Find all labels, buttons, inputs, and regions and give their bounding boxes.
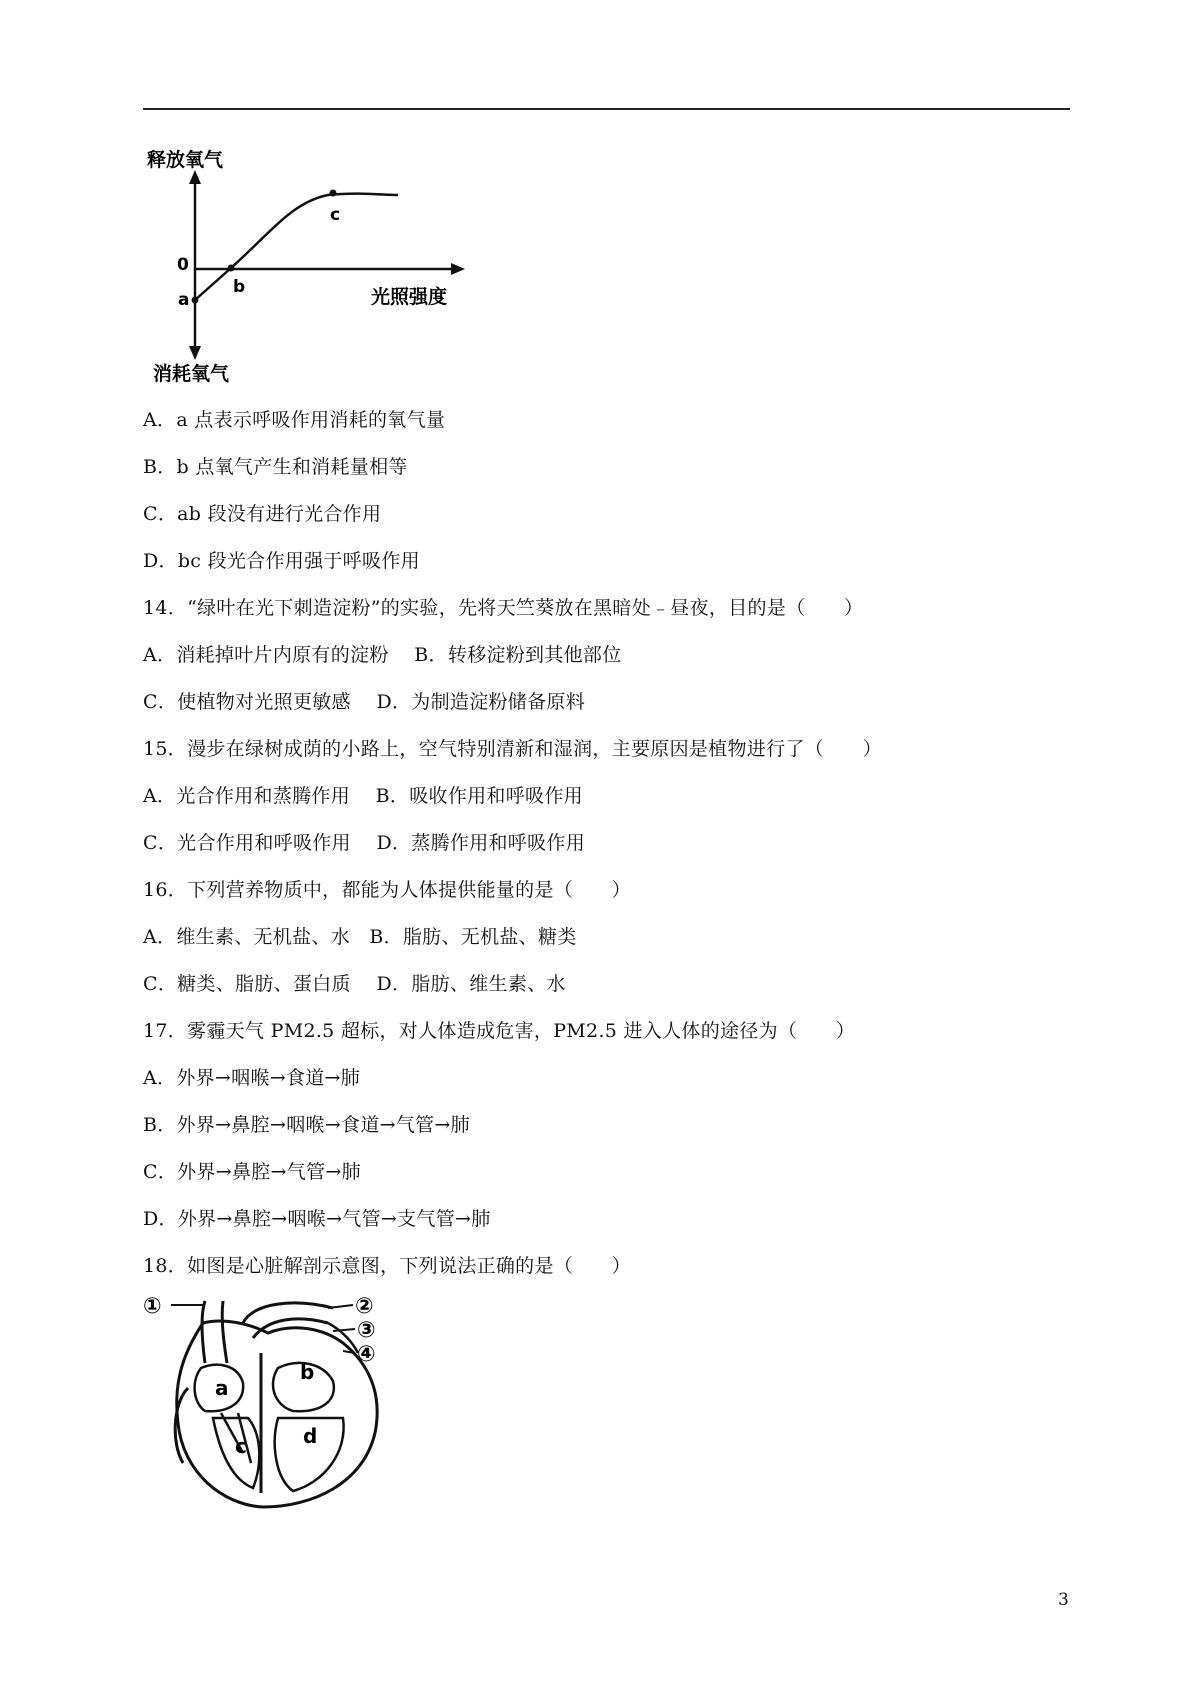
origin-label: 0	[177, 255, 189, 275]
y-top-label: 释放氧气	[147, 149, 224, 171]
question-18: 18．如图是心脏解剖示意图，下列说法正确的是（ ）	[143, 1255, 631, 1277]
chamber-c: c	[235, 1434, 247, 1458]
option-17a: A．外界→咽喉→食道→肺	[143, 1067, 361, 1089]
heart-label-1: ①	[143, 1294, 162, 1319]
oxygen-light-graph	[143, 140, 473, 385]
option-13b: B．b 点氧气产生和消耗量相等	[143, 456, 408, 478]
chamber-d: d	[303, 1424, 318, 1448]
option-17c: C．外界→鼻腔→气管→肺	[143, 1161, 361, 1183]
y-bottom-label: 消耗氧气	[153, 363, 230, 385]
options-16-cd: C．糖类、脂肪、蛋白质 D．脂肪、维生素、水	[143, 973, 566, 995]
options-14-cd: C．使植物对光照更敏感 D．为制造淀粉储备原料	[143, 691, 586, 713]
heart-label-3: ③	[357, 1318, 376, 1343]
option-17d: D．外界→鼻腔→咽喉→气管→支气管→肺	[143, 1208, 491, 1230]
option-13d: D．bc 段光合作用强于呼吸作用	[143, 550, 420, 572]
header-rule	[143, 108, 1070, 110]
point-c-label: c	[330, 205, 341, 225]
option-13c: C．ab 段没有进行光合作用	[143, 503, 382, 525]
question-14: 14．“绿叶在光下刺造淀粉”的实验，先将天竺葵放在黑暗处﹣昼夜，目的是（ ）	[143, 597, 864, 619]
page-number: 3	[1058, 1590, 1069, 1610]
heart-label-4: ④	[357, 1342, 376, 1367]
options-14-ab: A．消耗掉叶片内原有的淀粉 B．转移淀粉到其他部位	[143, 644, 622, 666]
heart-diagram	[143, 1293, 403, 1515]
x-axis-label: 光照强度	[371, 286, 448, 308]
point-a-label: a	[178, 290, 190, 310]
chamber-a: a	[215, 1376, 229, 1400]
chamber-b: b	[300, 1360, 315, 1384]
options-15-ab: A．光合作用和蒸腾作用 B．吸收作用和呼吸作用	[143, 785, 583, 807]
question-17: 17．雾霾天气 PM2.5 超标，对人体造成危害，PM2.5 进入人体的途径为（ ）	[143, 1020, 856, 1042]
question-15: 15．漫步在绿树成荫的小路上，空气特别清新和湿润，主要原因是植物进行了（ ）	[143, 738, 882, 760]
options-15-cd: C．光合作用和呼吸作用 D．蒸腾作用和呼吸作用	[143, 832, 586, 854]
option-17b: B．外界→鼻腔→咽喉→食道→气管→肺	[143, 1114, 470, 1136]
option-13a: A．a 点表示呼吸作用消耗的氧气量	[143, 409, 446, 431]
question-16: 16．下列营养物质中，都能为人体提供能量的是（ ）	[143, 879, 631, 901]
options-16-ab: A．维生素、无机盐、水 B．脂肪、无机盐、糖类	[143, 926, 577, 948]
heart-label-2: ②	[355, 1294, 374, 1319]
point-b-label: b	[233, 277, 246, 297]
